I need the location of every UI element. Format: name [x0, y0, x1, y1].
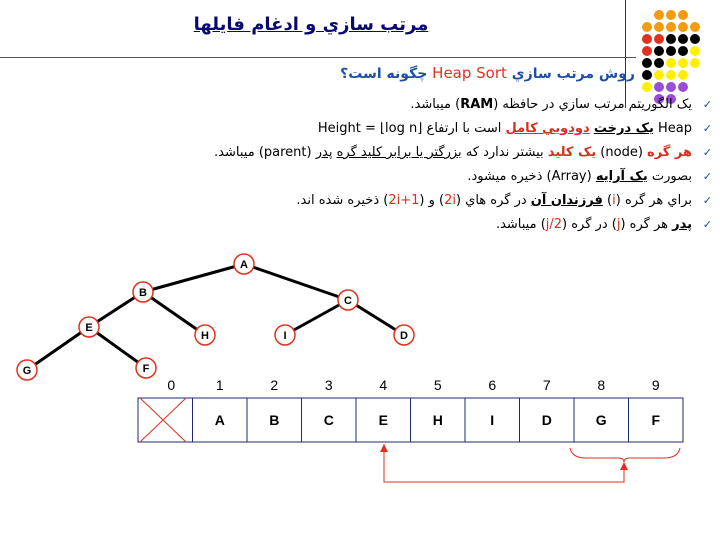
- decorative-dot: [642, 46, 652, 56]
- text: ذخيره ميشود.: [467, 169, 543, 184]
- array-index-label: 4: [379, 377, 388, 393]
- decorative-dot: [654, 10, 664, 20]
- check-icon: ✓: [702, 194, 712, 207]
- decorative-dot: [678, 58, 688, 68]
- text: يک آرايه: [595, 169, 648, 184]
- decorative-dot: [678, 34, 688, 44]
- text: 2i: [444, 193, 456, 208]
- text: هر گره (: [620, 217, 673, 232]
- tree-node-label: H: [201, 330, 209, 342]
- tree-node-label: D: [400, 330, 408, 342]
- text: فرزندان آن: [530, 193, 603, 208]
- text: (parent): [258, 145, 312, 160]
- text: است با ارتفاع: [426, 121, 502, 136]
- check-icon: ✓: [702, 218, 712, 231]
- array-cell-label: E: [378, 412, 388, 428]
- tree-node-label: G: [22, 365, 32, 377]
- text: ) ذخيره شده اند.: [296, 193, 389, 208]
- heading-name: Heap Sort: [432, 64, 507, 82]
- edge-b-h: [143, 292, 205, 335]
- decorative-dot: [654, 34, 664, 44]
- bullet-item: [214, 120, 712, 144]
- decorative-dot: [666, 46, 676, 56]
- decorative-dot: [654, 82, 664, 92]
- tree-node-label: A: [240, 259, 248, 271]
- decorative-dot: [666, 10, 676, 20]
- array-index-label: 3: [324, 377, 333, 393]
- text: بيشتر ندارد که: [465, 145, 544, 160]
- array-cell-label: B: [269, 412, 280, 428]
- decorative-dot: [654, 22, 664, 32]
- text: ) و (: [419, 193, 445, 208]
- decorative-dot: [654, 70, 664, 80]
- array-cell-label: C: [323, 412, 334, 428]
- text: ): [602, 193, 613, 208]
- text: هر گره: [647, 145, 692, 160]
- decorative-dot: [642, 58, 652, 68]
- text: در گره هاي (: [455, 193, 531, 208]
- edge-a-c: [244, 264, 348, 300]
- array-indices: [167, 377, 660, 393]
- array-index-label: 1: [215, 377, 224, 393]
- text: بصورت: [651, 169, 692, 184]
- decorative-dot: [678, 46, 688, 56]
- array-index-label: 5: [433, 377, 442, 393]
- heading-prefix: روش مرتب سازي: [511, 66, 635, 82]
- decorative-dot: [642, 22, 652, 32]
- decorative-dot: [666, 82, 676, 92]
- arrow-head-up-icon: [620, 462, 628, 470]
- text: j/2: [545, 217, 563, 232]
- array-cell-label: D: [541, 412, 552, 428]
- tree-node-label: E: [85, 322, 93, 334]
- decorative-dot: [690, 58, 700, 68]
- decorative-dot: [690, 22, 700, 32]
- array-index-label: 8: [597, 377, 606, 393]
- decorative-dot: [642, 70, 652, 80]
- check-icon: ✓: [702, 122, 712, 135]
- array-index-label: 9: [651, 377, 660, 393]
- tree-node-label: B: [139, 287, 147, 299]
- edge-c-i: [285, 300, 348, 335]
- decorative-dot: [666, 22, 676, 32]
- decorative-dot: [666, 34, 676, 44]
- text: ) ميباشد.: [410, 97, 461, 112]
- check-icon: ✓: [702, 170, 712, 183]
- decorative-dot: [642, 34, 652, 44]
- text: ) در گره (: [562, 217, 617, 232]
- array-index-label: 2: [270, 377, 279, 393]
- divider-horizontal: [0, 57, 636, 58]
- divider-vertical: [625, 0, 626, 108]
- text: ميباشد.: [214, 145, 255, 160]
- array-index-label: 6: [488, 377, 497, 393]
- text: بزرگتر يا برابر کليد گره: [336, 145, 462, 160]
- tree-node-label: C: [344, 295, 352, 307]
- decorative-dots: [640, 10, 718, 108]
- array-cell-label: A: [214, 412, 225, 428]
- bullet-item: [214, 216, 712, 240]
- section-heading: [340, 64, 635, 82]
- array-cell-label: H: [432, 412, 443, 428]
- heap-array-diagram: [0, 370, 720, 490]
- decorative-dot: [678, 70, 688, 80]
- text: پدر: [672, 217, 692, 232]
- text: يک الگوريتم مرتب سازي در حافظه (: [493, 97, 692, 112]
- edge-e-g: [27, 327, 89, 370]
- text: يک درخت: [593, 121, 654, 136]
- array-cell: [138, 398, 193, 442]
- decorative-dot: [690, 46, 700, 56]
- check-icon: ✓: [702, 98, 712, 111]
- decorative-dot: [654, 58, 664, 68]
- arrow-head-up-icon: [380, 444, 388, 452]
- text: پدر: [315, 145, 333, 160]
- tree-edges: [27, 264, 404, 370]
- text: يک کليد: [547, 145, 597, 160]
- text: دودويي کامل: [505, 121, 590, 136]
- array-index-label: 7: [542, 377, 551, 393]
- text: (Array): [546, 169, 592, 184]
- text: j: [616, 217, 621, 232]
- text: RAM: [460, 97, 494, 112]
- check-icon: ✓: [702, 146, 712, 159]
- bullet-item: [214, 168, 712, 192]
- height-formula: Height = ⌊log n⌋: [317, 121, 423, 136]
- heading-suffix: چگونه است؟: [340, 66, 428, 82]
- decorative-dot: [690, 34, 700, 44]
- text: Heap: [658, 121, 692, 136]
- array-cell-label: I: [490, 412, 495, 428]
- edge-a-b: [143, 264, 244, 292]
- bullet-item: [214, 192, 712, 216]
- bullet-item: [214, 144, 712, 168]
- parent-arrow: [384, 444, 680, 482]
- page-title: مرتب سازي و ادغام فايلها: [193, 14, 429, 35]
- text: 2i+1: [388, 193, 420, 208]
- array-cell-label: F: [651, 412, 661, 428]
- array-index-label: 0: [167, 377, 176, 393]
- array-cells: [138, 398, 683, 442]
- heap-tree-diagram: [0, 250, 440, 390]
- text: براي هر گره (: [615, 193, 692, 208]
- bullet-list: [214, 96, 712, 240]
- decorative-dot: [678, 10, 688, 20]
- decorative-dot: [666, 70, 676, 80]
- bullet-item: [214, 96, 712, 120]
- decorative-dot: [654, 46, 664, 56]
- decorative-dot: [678, 82, 688, 92]
- decorative-dot: [678, 22, 688, 32]
- decorative-dot: [666, 58, 676, 68]
- tree-node-label: F: [142, 363, 150, 375]
- text: ) ميباشد.: [495, 217, 546, 232]
- array-cell-label: G: [595, 412, 607, 428]
- decorative-dot: [642, 82, 652, 92]
- text: i: [612, 193, 616, 208]
- text: (node): [600, 145, 643, 160]
- tree-node-label: I: [283, 330, 287, 342]
